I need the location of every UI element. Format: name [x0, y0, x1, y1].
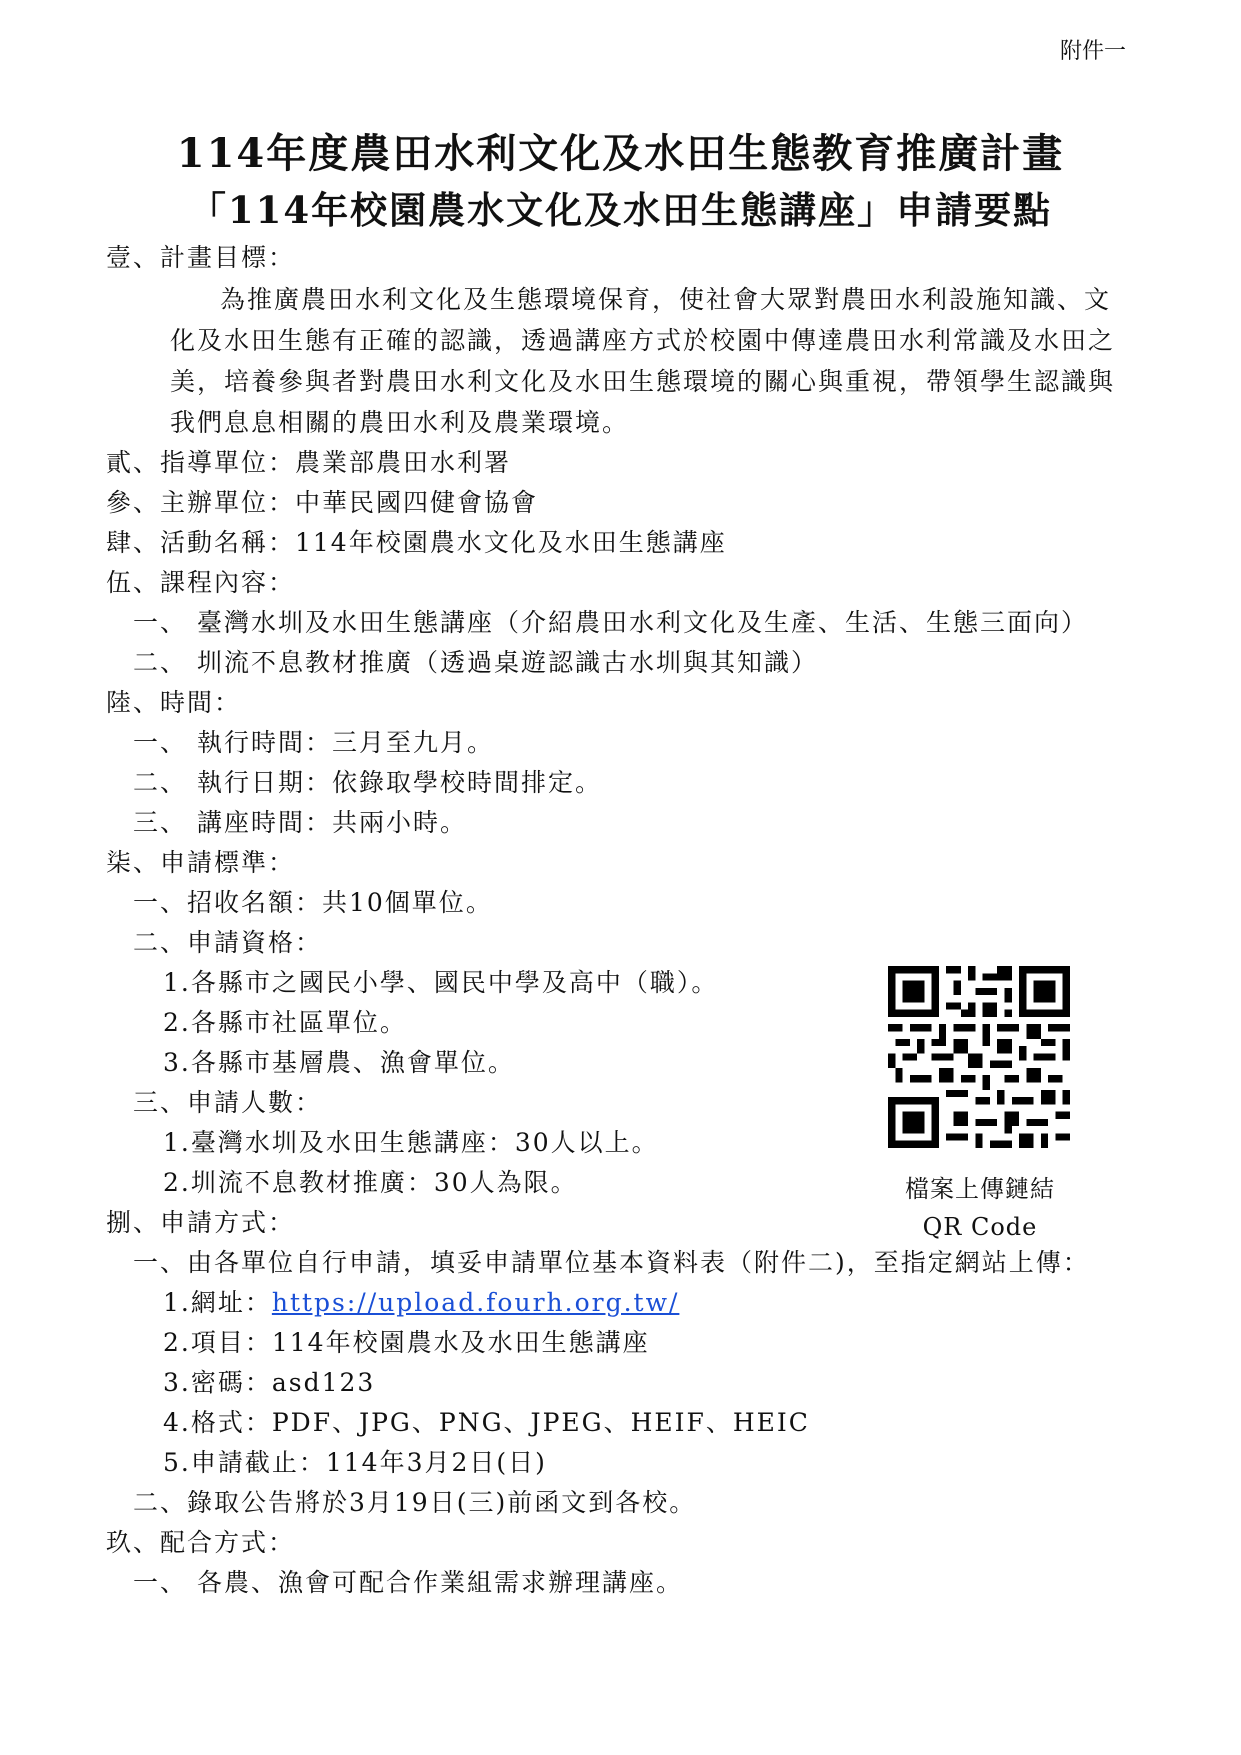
section7-heading: 柒、申請標準：	[106, 848, 296, 877]
eligibility-item: 2.各縣市社區單位。	[163, 1008, 407, 1037]
annex-label: 附件一	[1060, 39, 1127, 64]
section1-paragraph	[170, 279, 1120, 443]
headcount-item: 2.圳流不息教材推廣：30人為限。	[163, 1168, 578, 1197]
section8-heading: 捌、申請方式：	[106, 1208, 296, 1237]
eligibility-item: 1.各縣市之國民小學、國民中學及高中（職）。	[163, 968, 719, 997]
section9-heading: 玖、配合方式：	[106, 1528, 296, 1557]
document-title: 114年度農田水利文化及水田生態教育推廣計畫	[176, 130, 1065, 177]
qr-code-icon[interactable]	[888, 966, 1070, 1148]
eligibility-item: 3.各縣市基層農、漁會單位。	[163, 1048, 515, 1077]
paragraph-line: 化及水田生態有正確的認識，透過講座方式於校園中傳達農田水利常識及水田之	[170, 326, 1116, 355]
deadline-line: 5.申請截止：114年3月2日(日)	[163, 1448, 547, 1477]
announcement-line: 二、錄取公告將於3月19日(三)前函文到各校。	[133, 1488, 697, 1517]
url-line	[163, 1283, 679, 1319]
eligibility-heading: 二、申請資格：	[133, 928, 323, 957]
section4-line: 肆、活動名稱：114年校園農水文化及水田生態講座	[106, 528, 727, 557]
quota-line: 一、招收名額：共10個單位。	[133, 888, 493, 917]
application-item: 一、由各單位自行申請，填妥申請單位基本資料表（附件二)，至指定網站上傳：	[133, 1248, 1090, 1277]
section6-heading: 陸、時間：	[106, 688, 242, 717]
password-line: 3.密碼：asd123	[163, 1368, 376, 1397]
headcount-item: 1.臺灣水圳及水田生態講座：30人以上。	[163, 1128, 659, 1157]
format-line: 4.格式：PDF、JPG、PNG、JPEG、HEIF、HEIC	[163, 1408, 810, 1437]
course-item: 一、 臺灣水圳及水田生態講座（介紹農田水利文化及生產、生活、生態三面向）	[133, 608, 1088, 637]
paragraph-line: 為推廣農田水利文化及生態環境保育，使社會大眾對農田水利設施知識、文	[220, 285, 1112, 314]
project-line: 2.項目：114年校園農水及水田生態講座	[163, 1328, 650, 1357]
section3-line: 參、主辦單位：中華民國四健會協會	[106, 488, 539, 517]
url-label: 1.網址：	[163, 1288, 272, 1317]
section5-heading: 伍、課程內容：	[106, 568, 296, 597]
qr-caption-line: QR Code	[922, 1213, 1038, 1241]
headcount-heading: 三、申請人數：	[133, 1088, 323, 1117]
section2-line: 貳、指導單位：農業部農田水利署	[106, 448, 512, 477]
qr-caption-line: 檔案上傳鏈結	[905, 1175, 1055, 1203]
paragraph-line: 我們息息相關的農田水利及農業環境。	[170, 408, 630, 437]
qr-caption	[870, 1170, 1090, 1246]
section1-heading: 壹、計畫目標：	[106, 243, 296, 272]
time-item: 一、 執行時間：三月至九月。	[133, 728, 494, 757]
paragraph-line: 美，培養參與者對農田水利文化及水田生態環境的關心與重視，帶領學生認識與	[170, 367, 1116, 396]
upload-link[interactable]: https://upload.fourh.org.tw/	[271, 1288, 680, 1317]
cooperation-item: 一、 各農、漁會可配合作業組需求辦理講座。	[133, 1568, 683, 1597]
document-subtitle: 「114年校園農水文化及水田生態講座」申請要點	[188, 188, 1053, 232]
time-item: 二、 執行日期：依錄取學校時間排定。	[133, 768, 602, 797]
time-item: 三、 講座時間：共兩小時。	[133, 808, 467, 837]
course-item: 二、 圳流不息教材推廣（透過桌遊認識古水圳與其知識）	[133, 648, 818, 677]
